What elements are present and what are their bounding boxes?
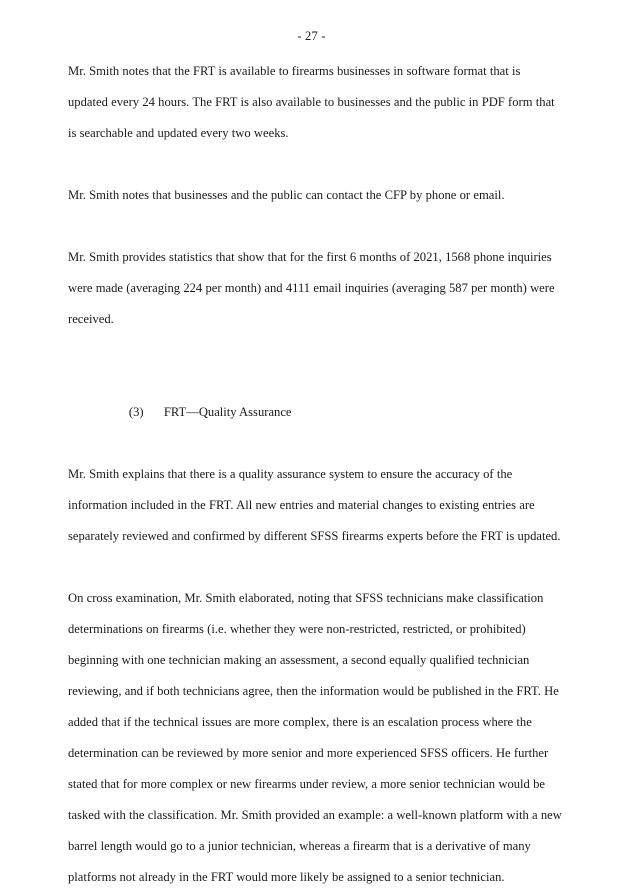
- paragraph-quality-assurance-system: Mr. Smith explains that there is a quality assurance system to ensure the accuracy of the information included in the FRT. All new entries and material changes to existing entries are separately reviewed and confirmed by different SFSS firearms experts before the FRT is updated.: [68, 467, 561, 543]
- paragraph-frt-availability: Mr. Smith notes that the FRT is available to firearms businesses in software format that is updated every 24 hours. The FRT is also available to businesses and the public in PDF form that is searchable and updated every two weeks.: [68, 64, 555, 140]
- paragraph-cross-examination: On cross examination, Mr. Smith elaborated, noting that SFSS technicians make classification determinations on firearms (i.e. whether they were non-restricted, restricted, or prohibited) beginning with one technician making an assessment, a second equally qualified technician reviewing, and if both technicians agree, then the information would be published in the FRT. He added that if the technical issues are more complex, there is an escalation process where the determination can be reviewed by more senior and more experienced SFSS officers. He further stated that for more complex or new firearms under review, a more senior technician would be tasked with the classification. Mr. Smith provided an example: a well-known platform with a new barrel length would go to a junior technician, whereas a firearm that is a derivative of many platforms not already in the FRT would more likely be assigned to a senior technician.: [68, 591, 562, 884]
- paragraph-inquiry-statistics: Mr. Smith provides statistics that show that for the first 6 months of 2021, 1568 phone inquiries were made (averaging 224 per month) and 4111 email inquiries (averaging 587 per month) were received.: [68, 250, 555, 326]
- paragraph-cfp-contact: Mr. Smith notes that businesses and the public can contact the CFP by phone or email.: [68, 188, 505, 202]
- heading-number: (3): [128, 405, 144, 419]
- heading-frt-quality-assurance: [68, 366, 563, 459]
- document-body: [68, 56, 563, 893]
- page-number-header: - 27 -: [297, 29, 326, 43]
- heading-text: FRT—Quality Assurance: [163, 405, 292, 419]
